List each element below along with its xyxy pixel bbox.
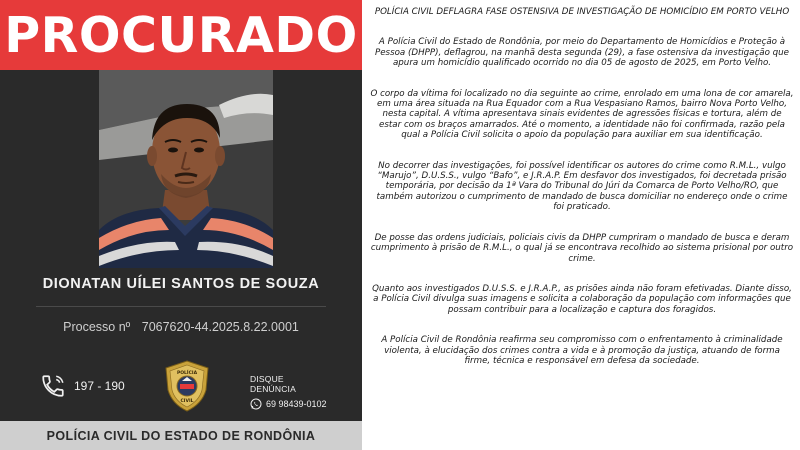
disque-denuncia-title: DISQUE DENÚNCIA: [250, 374, 296, 394]
disque-denuncia-block: [250, 374, 330, 410]
poster-footer: [0, 421, 362, 450]
process-label: Processo nº: [63, 320, 131, 334]
emergency-phone-number: 197 - 190: [74, 379, 125, 393]
poster-footer-text: POLÍCIA CIVIL DO ESTADO DE RONDÔNIA: [46, 428, 316, 443]
suspect-photo: [99, 70, 273, 268]
process-number: 7067620-44.2025.8.22.0001: [141, 320, 299, 334]
badge-bottom-text: CIVIL: [180, 399, 194, 404]
article-paragraph: Quanto aos investigados D.U.S.S. e J.R.A.P., as prisões ainda não foram efetivadas. Diante disso, a Polícia Civil divulga suas imagens e solicita a colaboração da população com informações que possam contribuir para a localização e captura dos foragidos.: [372, 283, 792, 315]
news-article: [362, 0, 800, 450]
name-divider: [36, 306, 326, 307]
whatsapp-icon: [250, 398, 262, 410]
disque-denuncia-phone: 69 98439-0102: [266, 399, 327, 409]
process-number-line: [0, 320, 362, 334]
article-paragraph: A Polícia Civil do Estado de Rondônia, por meio do Departamento de Homicídios e Proteção à Pessoa (DHPP), deflagrou, na manhã desta segunda (29), a fase ostensiva da investigação que apura um homicídio qualificado ocorrido no dia 05 de agosto de 2025, em Porto Velho.: [374, 37, 790, 69]
article-headline: POLÍCIA CIVIL DEFLAGRA FASE OSTENSIVA DE INVESTIGAÇÃO DE HOMICÍDIO EM PORTO VELHO: [374, 7, 790, 17]
wanted-poster: [0, 0, 362, 450]
article-paragraph: A Polícia Civil de Rondônia reafirma seu compromisso com o enfrentamento à criminalidade violenta, à elucidação dos crimes contra a vida e à promoção da justiça, atuando de forma firme, técnica e responsável em defesa da sociedade.: [381, 335, 783, 366]
emergency-phone-block: [40, 373, 125, 399]
suspect-name: DIONATAN UÍLEI SANTOS DE SOUZA: [42, 276, 320, 292]
police-badge-icon: [164, 360, 210, 412]
wanted-banner: [0, 0, 362, 70]
article-paragraph: O corpo da vítima foi localizado no dia seguinte ao crime, enrolado em uma lona de cor amarela, em uma área situada na Rua Equador com a Rua Vespasiano Ramos, bairro Nova Porto Velho, nesta capital. A vítima apresentava sinais evidentes de agressões físicas e tortura, além de estar com os braços amarrados. Até o momento, a identidade não foi confirmada, razão pela qual a Polícia Civil solicita o apoio da população para auxiliar em sua identificação.: [370, 88, 794, 141]
badge-top-text: POLÍCIA: [176, 371, 198, 376]
wanted-banner-text: PROCURADO: [4, 6, 358, 64]
phone-icon: [40, 373, 66, 399]
article-paragraph: No decorrer das investigações, foi possível identificar os autores do crime como R.M.L., vulgo “Marujo”, D.U.S.S., vulgo “Bafo”, e J.R.A.P. Em desfavor dos investigados, foi decretada prisão temporária, por decisão da 1ª Vara do Tribunal do Júri da Comarca de Porto Velho/RO, que também autorizou o cumprimento de mandado de busca domiciliar no endereço onde o crime foi praticado.: [376, 160, 788, 213]
article-paragraph: De posse das ordens judiciais, policiais civis da DHPP cumpriram o mandado de busca e deram cumprimento à prisão de R.M.L., o qual já se encontrava recolhido ao sistema prisional por outro crime.: [370, 232, 794, 264]
